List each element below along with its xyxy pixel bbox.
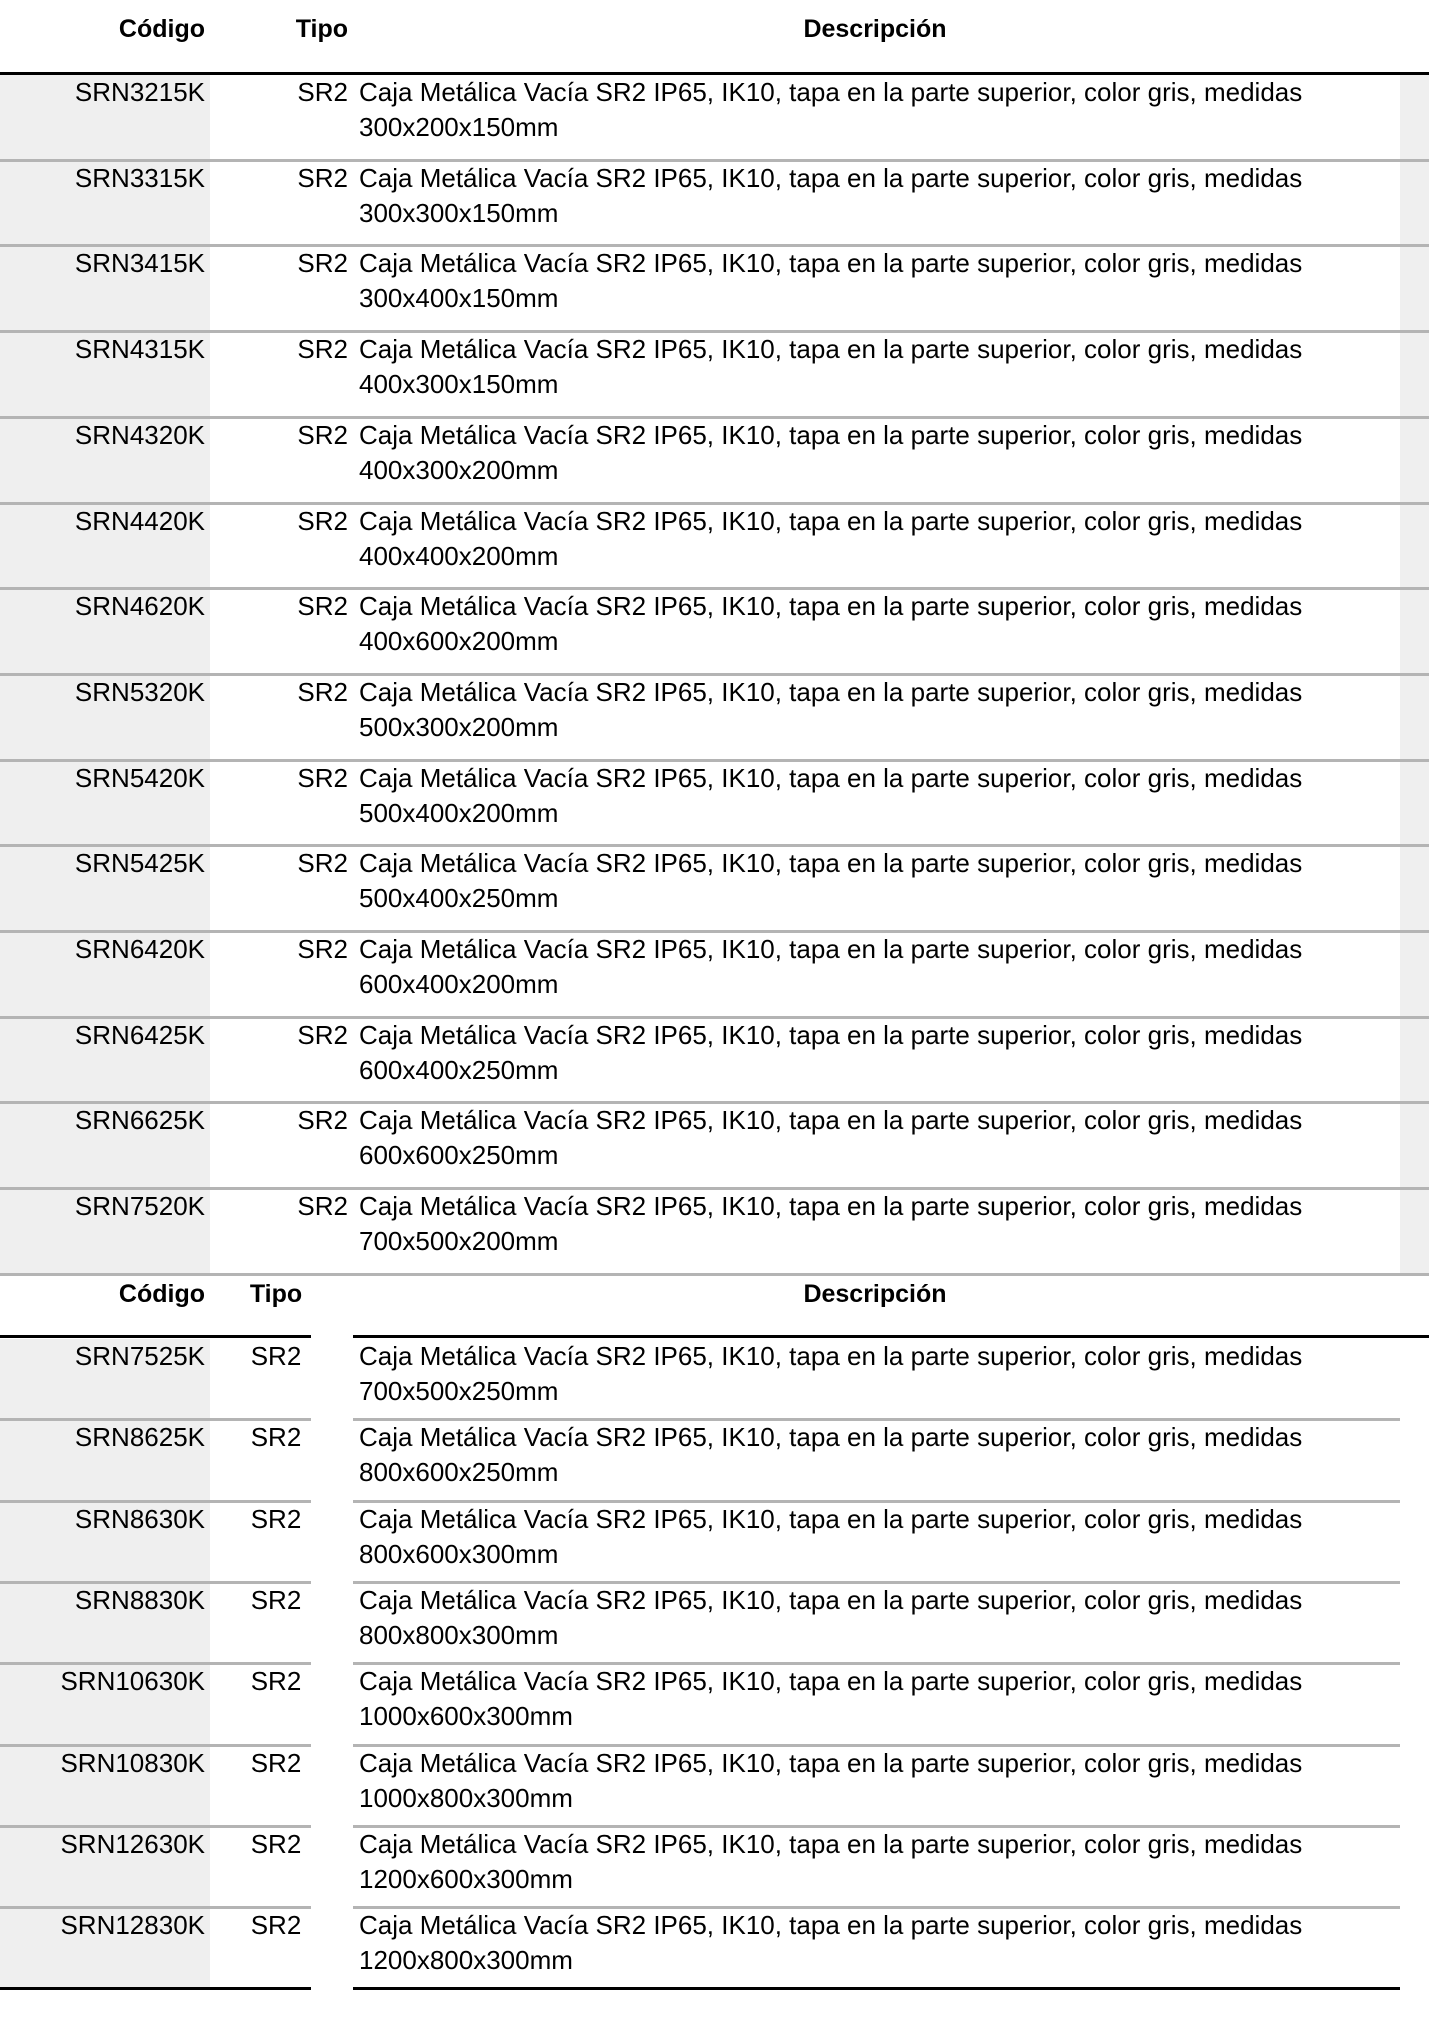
header-type: Tipo — [295, 15, 348, 43]
type-cell: SR2 — [250, 1910, 302, 1941]
code-cell: SRN8830K — [74, 1584, 205, 1615]
description-line: 600x400x200mm — [359, 969, 559, 999]
type-cell: SR2 — [250, 1503, 302, 1534]
description-line: Caja Metálica Vacía SR2 IP65, IK10, tapa en la parte superior, color gris, medidas — [359, 1191, 1303, 1222]
description-line: Caja Metálica Vacía SR2 IP65, IK10, tapa en la parte superior, color gris, medidas — [359, 77, 1303, 107]
description-line: Caja Metálica Vacía SR2 IP65, IK10, tapa en la parte superior, color gris, medidas — [359, 1666, 1303, 1697]
type-cell: SR2 — [297, 248, 348, 279]
type-cell: SR2 — [297, 162, 348, 193]
code-cell: SRN8625K — [74, 1422, 205, 1453]
description-line: Caja Metálica Vacía SR2 IP65, IK10, tapa en la parte superior, color gris, medidas — [359, 1828, 1303, 1859]
description-line: Caja Metálica Vacía SR2 IP65, IK10, tapa en la parte superior, color gris, medidas — [359, 1019, 1303, 1050]
code-cell: SRN10630K — [60, 1666, 205, 1697]
code-cell: SRN5320K — [74, 676, 205, 707]
description-line: 400x600x200mm — [359, 626, 559, 657]
description-line: Caja Metálica Vacía SR2 IP65, IK10, tapa en la parte superior, color gris, medidas — [359, 1341, 1303, 1371]
header-rule — [0, 1335, 311, 1338]
code-cell: SRN3215K — [74, 77, 205, 107]
description-line: Caja Metálica Vacía SR2 IP65, IK10, tapa en la parte superior, color gris, medidas — [359, 505, 1303, 536]
type-cell: SR2 — [297, 848, 348, 879]
description-line: 300x400x150mm — [359, 283, 559, 314]
description-line: 700x500x250mm — [359, 1376, 559, 1406]
type-cell: SR2 — [250, 1828, 302, 1859]
code-cell: SRN6625K — [74, 1105, 205, 1136]
code-cell: SRN3315K — [74, 162, 205, 193]
description-line: 600x600x250mm — [359, 1140, 559, 1171]
description-line: Caja Metálica Vacía SR2 IP65, IK10, tapa en la parte superior, color gris, medidas — [359, 1105, 1303, 1136]
table-bottom-rule — [0, 1987, 311, 1990]
description-line: 1000x600x300mm — [359, 1701, 573, 1732]
code-cell: SRN6420K — [74, 934, 205, 964]
header-type: Tipo — [249, 1280, 303, 1308]
code-cell: SRN8630K — [74, 1503, 205, 1534]
code-cell: SRN4320K — [74, 419, 205, 450]
description-line: 800x600x300mm — [359, 1538, 559, 1569]
description-line: 300x200x150mm — [359, 112, 559, 142]
type-cell: SR2 — [297, 505, 348, 536]
description-line: 600x400x250mm — [359, 1054, 559, 1085]
type-cell: SR2 — [250, 1666, 302, 1697]
code-cell: SRN4420K — [74, 505, 205, 536]
code-cell: SRN6425K — [74, 1019, 205, 1050]
table-bottom-rule — [353, 1987, 1400, 1990]
description-line: 1200x600x300mm — [359, 1863, 573, 1894]
description-line: Caja Metálica Vacía SR2 IP65, IK10, tapa en la parte superior, color gris, medidas — [359, 419, 1303, 450]
description-line: Caja Metálica Vacía SR2 IP65, IK10, tapa en la parte superior, color gris, medidas — [359, 762, 1303, 793]
description-line: 300x300x150mm — [359, 197, 559, 228]
type-cell: SR2 — [297, 1191, 348, 1222]
header-code: Código — [118, 15, 205, 43]
description-line: 700x500x200mm — [359, 1226, 559, 1257]
description-line: Caja Metálica Vacía SR2 IP65, IK10, tapa en la parte superior, color gris, medidas — [359, 591, 1303, 622]
description-line: Caja Metálica Vacía SR2 IP65, IK10, tapa en la parte superior, color gris, medidas — [359, 934, 1303, 964]
description-line: 500x400x200mm — [359, 797, 559, 828]
type-cell: SR2 — [297, 419, 348, 450]
code-cell: SRN4620K — [74, 591, 205, 622]
description-line: Caja Metálica Vacía SR2 IP65, IK10, tapa en la parte superior, color gris, medidas — [359, 248, 1303, 279]
description-line: 400x400x200mm — [359, 540, 559, 571]
description-line: 800x800x300mm — [359, 1619, 559, 1650]
type-cell: SR2 — [297, 1019, 348, 1050]
code-cell: SRN10830K — [60, 1747, 205, 1778]
type-cell: SR2 — [297, 334, 348, 365]
type-cell: SR2 — [250, 1747, 302, 1778]
description-line: 400x300x150mm — [359, 369, 559, 400]
description-line: Caja Metálica Vacía SR2 IP65, IK10, tapa en la parte superior, color gris, medidas — [359, 1503, 1303, 1534]
description-line: Caja Metálica Vacía SR2 IP65, IK10, tapa en la parte superior, color gris, medidas — [359, 1910, 1303, 1941]
type-cell: SR2 — [250, 1341, 302, 1371]
description-line: 1000x800x300mm — [359, 1782, 573, 1813]
code-cell: SRN3415K — [74, 248, 205, 279]
type-cell: SR2 — [297, 676, 348, 707]
type-cell: SR2 — [250, 1584, 302, 1615]
type-cell: SR2 — [297, 1105, 348, 1136]
description-line: Caja Metálica Vacía SR2 IP65, IK10, tapa en la parte superior, color gris, medidas — [359, 162, 1303, 193]
type-cell: SR2 — [250, 1422, 302, 1453]
code-cell: SRN7520K — [74, 1191, 205, 1222]
description-line: Caja Metálica Vacía SR2 IP65, IK10, tapa en la parte superior, color gris, medidas — [359, 1747, 1303, 1778]
description-line: Caja Metálica Vacía SR2 IP65, IK10, tapa en la parte superior, color gris, medidas — [359, 848, 1303, 879]
type-cell: SR2 — [297, 762, 348, 793]
header-rule — [353, 1335, 1429, 1338]
code-cell: SRN4315K — [74, 334, 205, 365]
type-cell: SR2 — [297, 934, 348, 964]
row-divider — [0, 1273, 1429, 1276]
description-line: 1200x800x300mm — [359, 1945, 573, 1976]
header-description: Descripción — [803, 15, 947, 43]
description-line: 800x600x250mm — [359, 1457, 559, 1488]
description-line: Caja Metálica Vacía SR2 IP65, IK10, tapa en la parte superior, color gris, medidas — [359, 676, 1303, 707]
code-cell: SRN12830K — [60, 1910, 205, 1941]
description-line: 500x300x200mm — [359, 711, 559, 742]
code-cell: SRN5420K — [74, 762, 205, 793]
description-line: Caja Metálica Vacía SR2 IP65, IK10, tapa en la parte superior, color gris, medidas — [359, 1584, 1303, 1615]
description-line: 400x300x200mm — [359, 454, 559, 485]
type-cell: SR2 — [297, 591, 348, 622]
code-cell: SRN7525K — [74, 1341, 205, 1371]
code-cell: SRN5425K — [74, 848, 205, 879]
header-description: Descripción — [803, 1280, 947, 1308]
description-line: 500x400x250mm — [359, 883, 559, 914]
description-line: Caja Metálica Vacía SR2 IP65, IK10, tapa en la parte superior, color gris, medidas — [359, 334, 1303, 365]
code-cell: SRN12630K — [60, 1828, 205, 1859]
header-code: Código — [118, 1280, 205, 1308]
type-cell: SR2 — [297, 77, 348, 107]
description-line: Caja Metálica Vacía SR2 IP65, IK10, tapa en la parte superior, color gris, medidas — [359, 1422, 1303, 1453]
